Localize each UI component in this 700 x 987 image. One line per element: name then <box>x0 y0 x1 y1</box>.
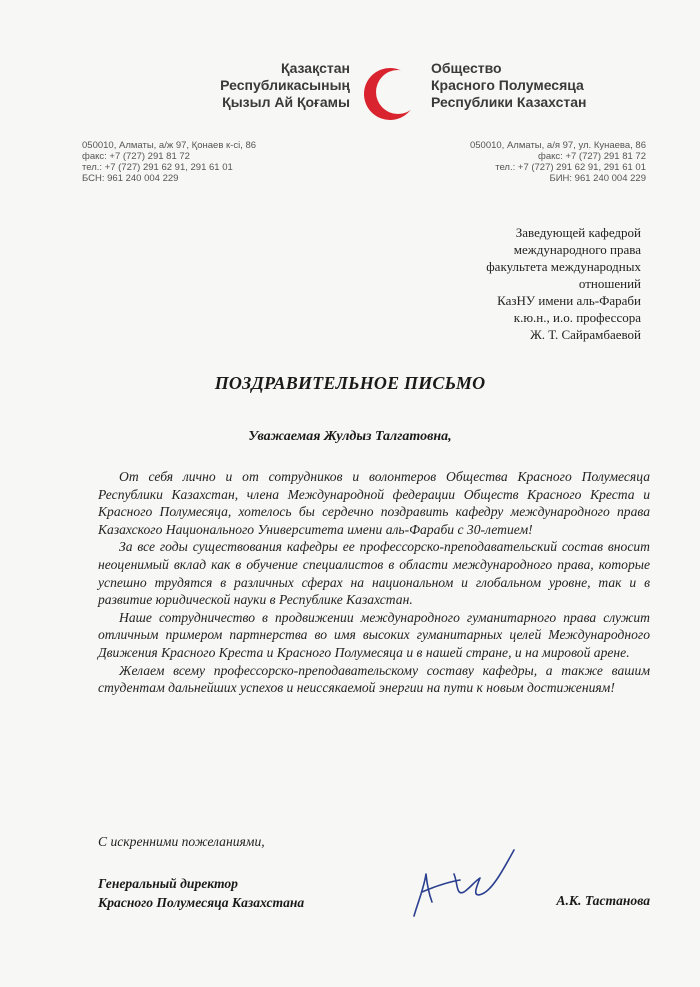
addr-kz-line: тел.: +7 (727) 291 62 91, 291 61 01 <box>82 162 233 173</box>
address-kazakh <box>82 140 302 184</box>
recipient-line: КазНУ имени аль-Фараби <box>497 293 641 308</box>
addr-ru-line: БИН: 961 240 004 229 <box>549 173 646 184</box>
addr-kz-line: факс: +7 (727) 291 81 72 <box>82 151 190 162</box>
body-paragraph: От себя лично и от сотрудников и волонтеров Общества Красного Полумесяца Республики Казахстан, члена Международной федерации Обществ Красного Креста и Красного Полумесяца, хотелось бы сердечно поздравить кафедру международного права Казахского Национального Университета имени аль-Фараби с 30-летием! <box>98 469 650 537</box>
org-name-kazakh <box>180 60 350 111</box>
org-ru-line-2: Красного Полумесяца <box>431 77 584 93</box>
letter-body <box>98 468 650 697</box>
org-name-russian <box>431 60 631 111</box>
address-russian <box>420 140 646 184</box>
addr-ru-line: тел.: +7 (727) 291 62 91, 291 61 01 <box>495 162 646 173</box>
signer-title <box>98 874 418 912</box>
body-paragraph: Наше сотрудничество в продвижении международного гуманитарного права служит отличным примером партнерства во имя высоких гуманитарных целей Международного Движения Красного Креста и Красного Полумесяца и в нашей стране, и на мировой арене. <box>98 609 650 660</box>
recipient-line: к.ю.н., и.о. профессора <box>513 310 641 325</box>
handwritten-signature-icon <box>396 844 526 924</box>
org-ru-line-3: Республики Казахстан <box>431 94 587 110</box>
recipient-line: Ж. Т. Сайрамбаевой <box>530 327 641 342</box>
org-kz-line-3: Қызыл Ай Қоғамы <box>222 94 350 110</box>
signer-name: А.К. Тастанова <box>556 893 650 908</box>
recipient-line: международного права <box>513 242 641 257</box>
recipient-line: факультета международных <box>486 259 641 274</box>
addr-kz-line: 050010, Алматы, а/ж 97, Қонаев к-сі, 86 <box>82 140 257 151</box>
closing-phrase: С искренними пожеланиями, <box>98 834 265 849</box>
recipient-line: отношений <box>578 276 641 291</box>
letter-title: ПОЗДРАВИТЕЛЬНОЕ ПИСЬМО <box>214 373 486 393</box>
recipient-block <box>400 224 641 343</box>
org-kz-line-2: Республикасының <box>220 77 350 93</box>
recipient-line: Заведующей кафедрой <box>515 225 641 240</box>
addr-ru-line: факс: +7 (727) 291 81 72 <box>538 151 646 162</box>
org-kz-line-1: Қазақстан <box>281 60 350 76</box>
org-ru-line-1: Общество <box>431 60 502 76</box>
addr-ru-line: 050010, Алматы, а/я 97, ул. Кунаева, 86 <box>469 140 646 151</box>
salutation: Уважаемая Жулдыз Талгатовна, <box>248 429 452 444</box>
body-paragraph: Желаем всему профессорско-преподавательскому составу кафедры, а также вашим студентам дальнейших успехов и неиссякаемой энергии на пути к новым достижениям! <box>98 662 650 696</box>
body-paragraph: За все годы существования кафедры ее профессорско-преподавательский состав вносит неоценимый вклад как в обучение специалистов в области международного права, которые успешно трудятся в различных сферах на национальном и глобальном уровне, так и в развитие юридической науки в Республике Казахстан. <box>98 539 650 608</box>
addr-kz-line: БСН: 961 240 004 229 <box>82 173 179 184</box>
signer-title-line: Красного Полумесяца Казахстана <box>98 895 305 910</box>
red-crescent-logo-icon <box>362 66 418 122</box>
signer-title-line: Генеральный директор <box>98 876 238 891</box>
